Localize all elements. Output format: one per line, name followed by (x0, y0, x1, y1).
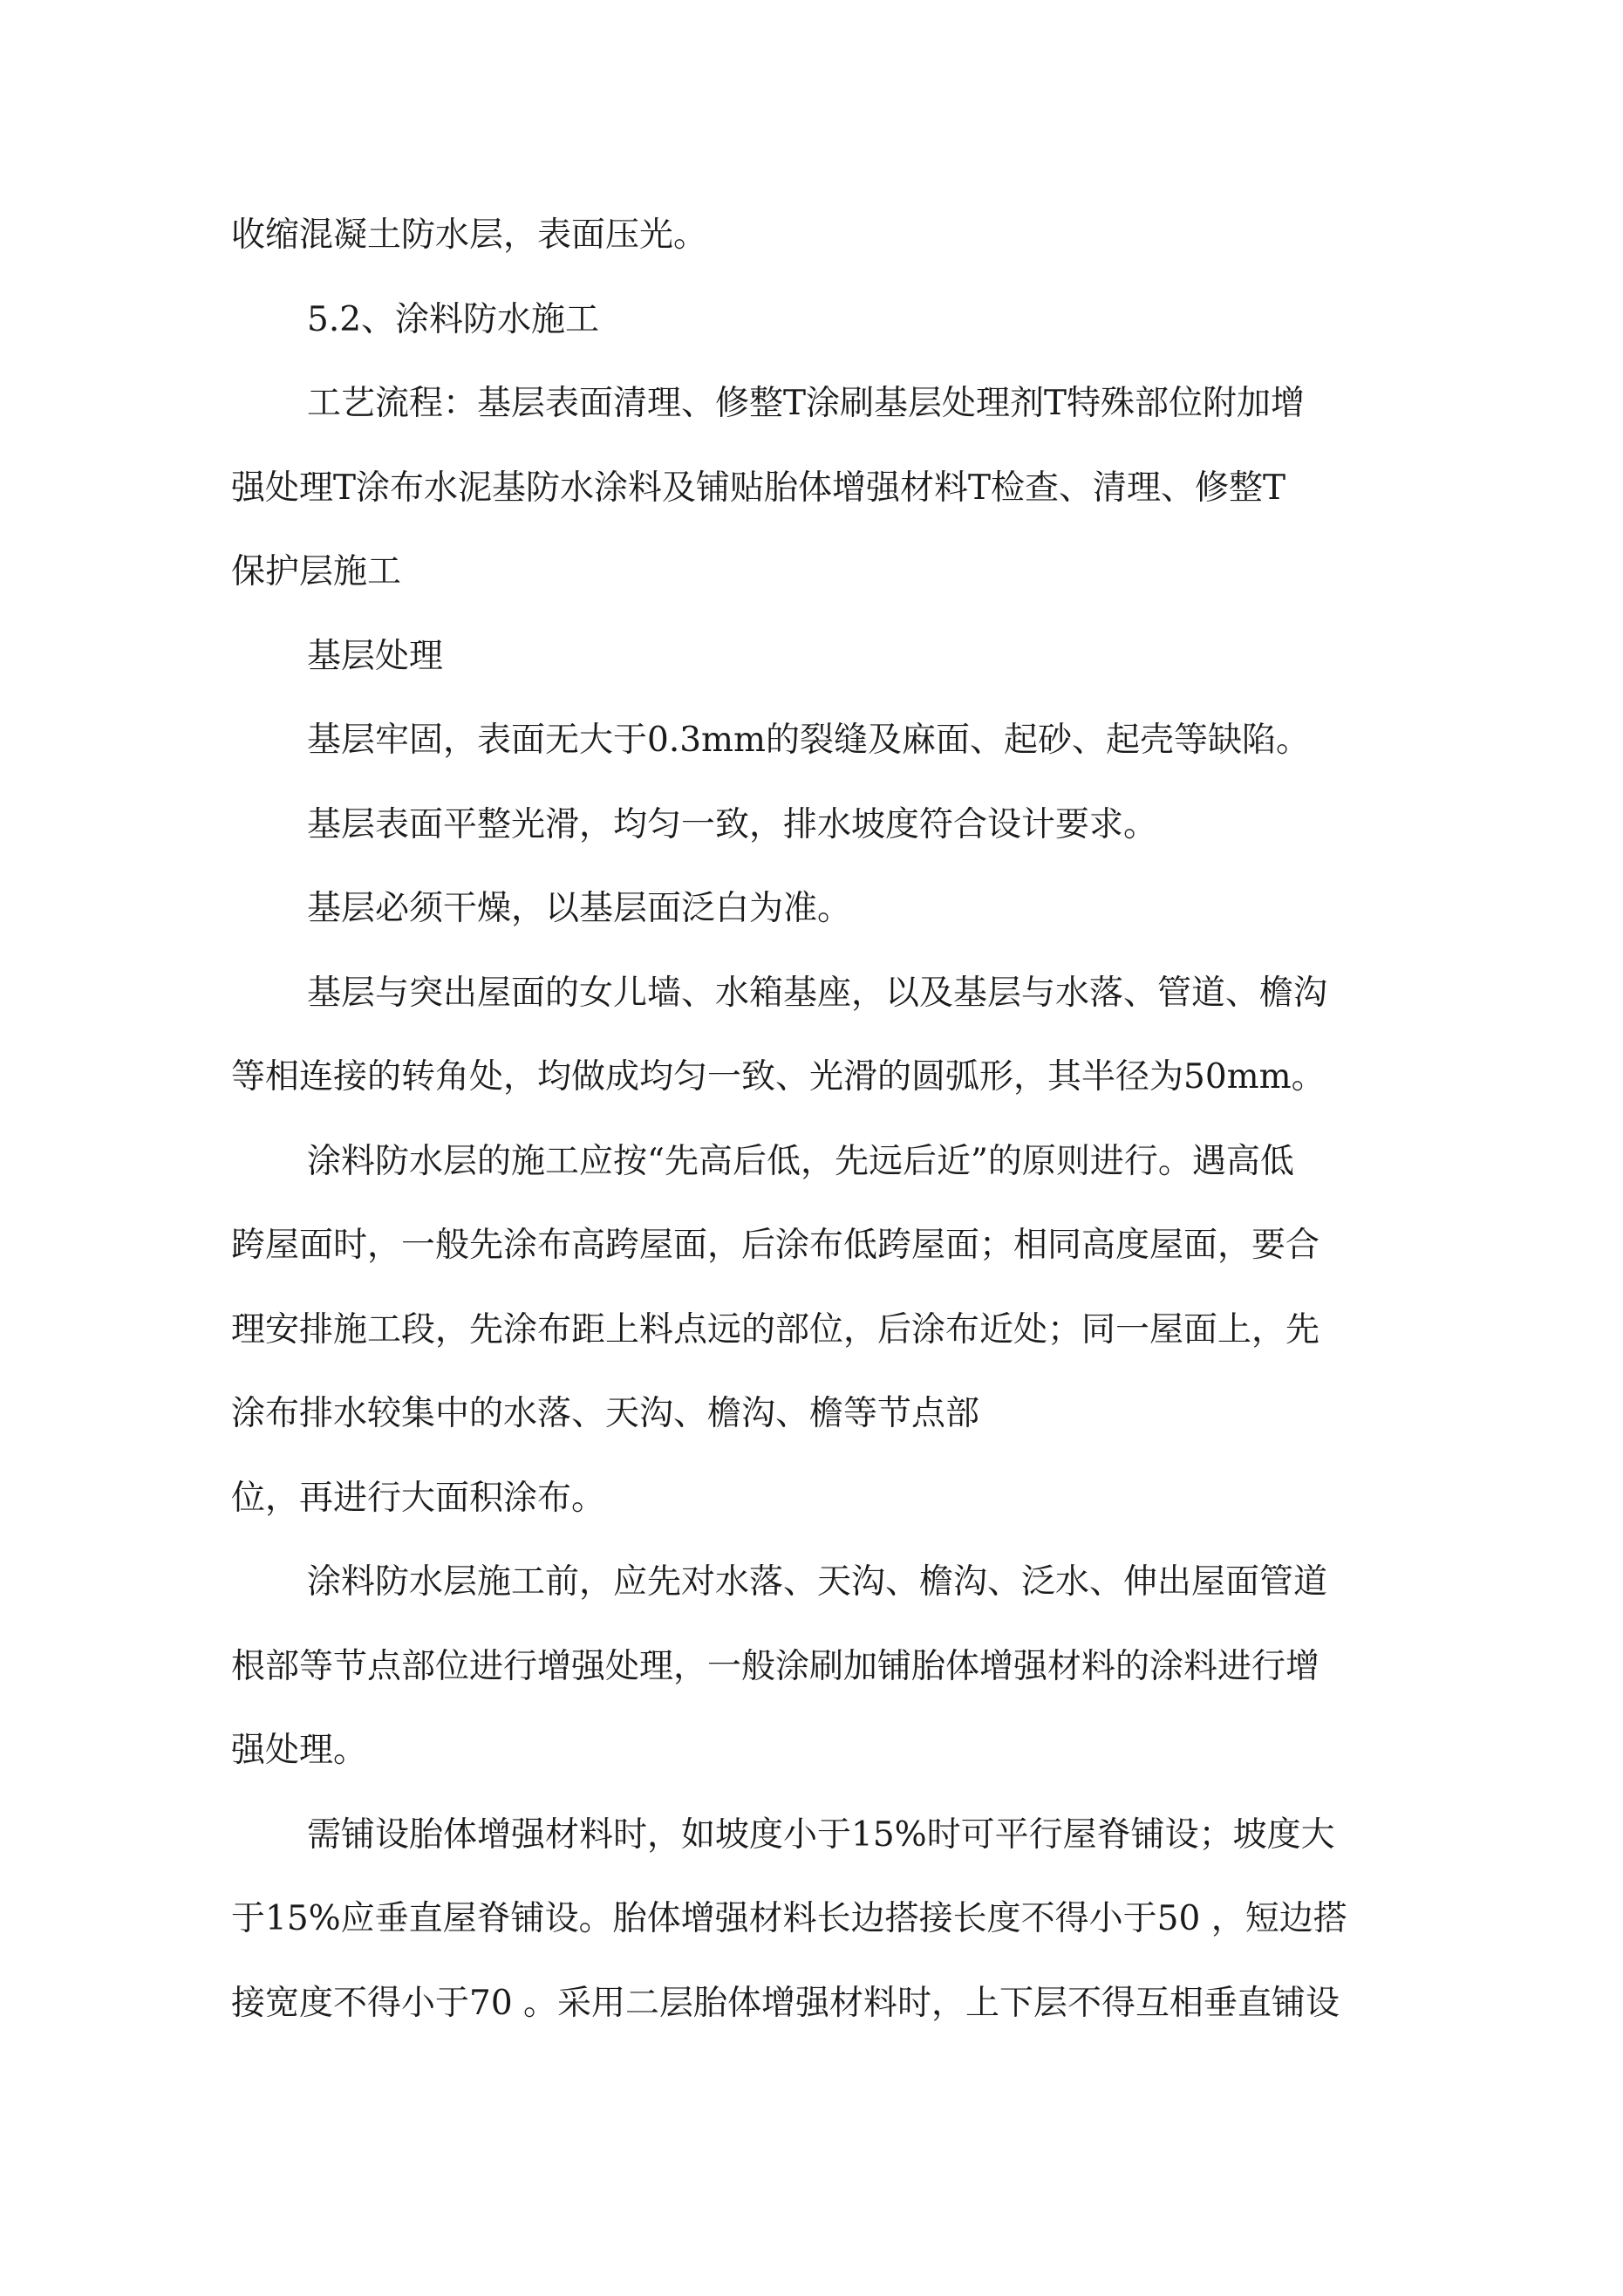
text-line: 涂料防水层的施工应按“先高后低，先远后近”的原则进行。遇高低 (307, 1142, 1294, 1181)
text-line: 涂布排水较集中的水落、天沟、檐沟、檐等节点部 (231, 1394, 980, 1433)
text-line: 需铺设胎体增强材料时，如坡度小于15%时可平行屋脊铺设；坡度大 (307, 1815, 1335, 1855)
text-line: 收缩混凝土防水层，表面压光。 (231, 215, 708, 255)
text-line: 基层与突出屋面的女儿墙、水箱基座，以及基层与水落、管道、檐沟 (307, 974, 1328, 1013)
text-line: 基层牢固，表面无大于0.3mm的裂缝及麻面、起砂、起壳等缺陷。 (307, 721, 1310, 760)
text-line: 强处理。 (231, 1731, 368, 1770)
text-line: 工艺流程：基层表面清理、修整T涂刷基层处理剂T特殊部位附加增 (307, 384, 1306, 423)
text-line: 强处理T涂布水泥基防水涂料及铺贴胎体增强材料T检查、清理、修整T (231, 468, 1286, 508)
text-line: 保护层施工 (231, 552, 402, 591)
text-line: 等相连接的转角处，均做成均匀一致、光滑的圆弧形，其半径为50mm。 (231, 1057, 1326, 1097)
text-line: 位，再进行大面积涂布。 (231, 1479, 606, 1518)
text-line: 于15%应垂直屋脊铺设。胎体增强材料长边搭接长度不得小于50 ，短边搭 (231, 1899, 1347, 1938)
subheading: 基层处理 (307, 637, 444, 676)
text-line: 基层必须干燥，以基层面泛白为准。 (307, 889, 852, 928)
text-line: 涂料防水层施工前，应先对水落、天沟、檐沟、泛水、伸出屋面管道 (307, 1562, 1328, 1602)
text-line: 理安排施工段，先涂布距上料点远的部位，后涂布近处；同一屋面上，先 (231, 1310, 1320, 1350)
section-heading: 5.2、涂料防水施工 (307, 300, 600, 339)
text-line: 基层表面平整光滑，均匀一致，排水坡度符合设计要求。 (307, 805, 1158, 844)
text-line: 跨屋面时，一般先涂布高跨屋面，后涂布低跨屋面；相同高度屋面，要合 (231, 1226, 1320, 1265)
text-line: 接宽度不得小于70 。采用二层胎体增强材料时，上下层不得互相垂直铺设 (231, 1984, 1340, 2023)
text-line: 根部等节点部位进行增强处理，一般涂刷加铺胎体增强材料的涂料进行增 (231, 1647, 1320, 1686)
